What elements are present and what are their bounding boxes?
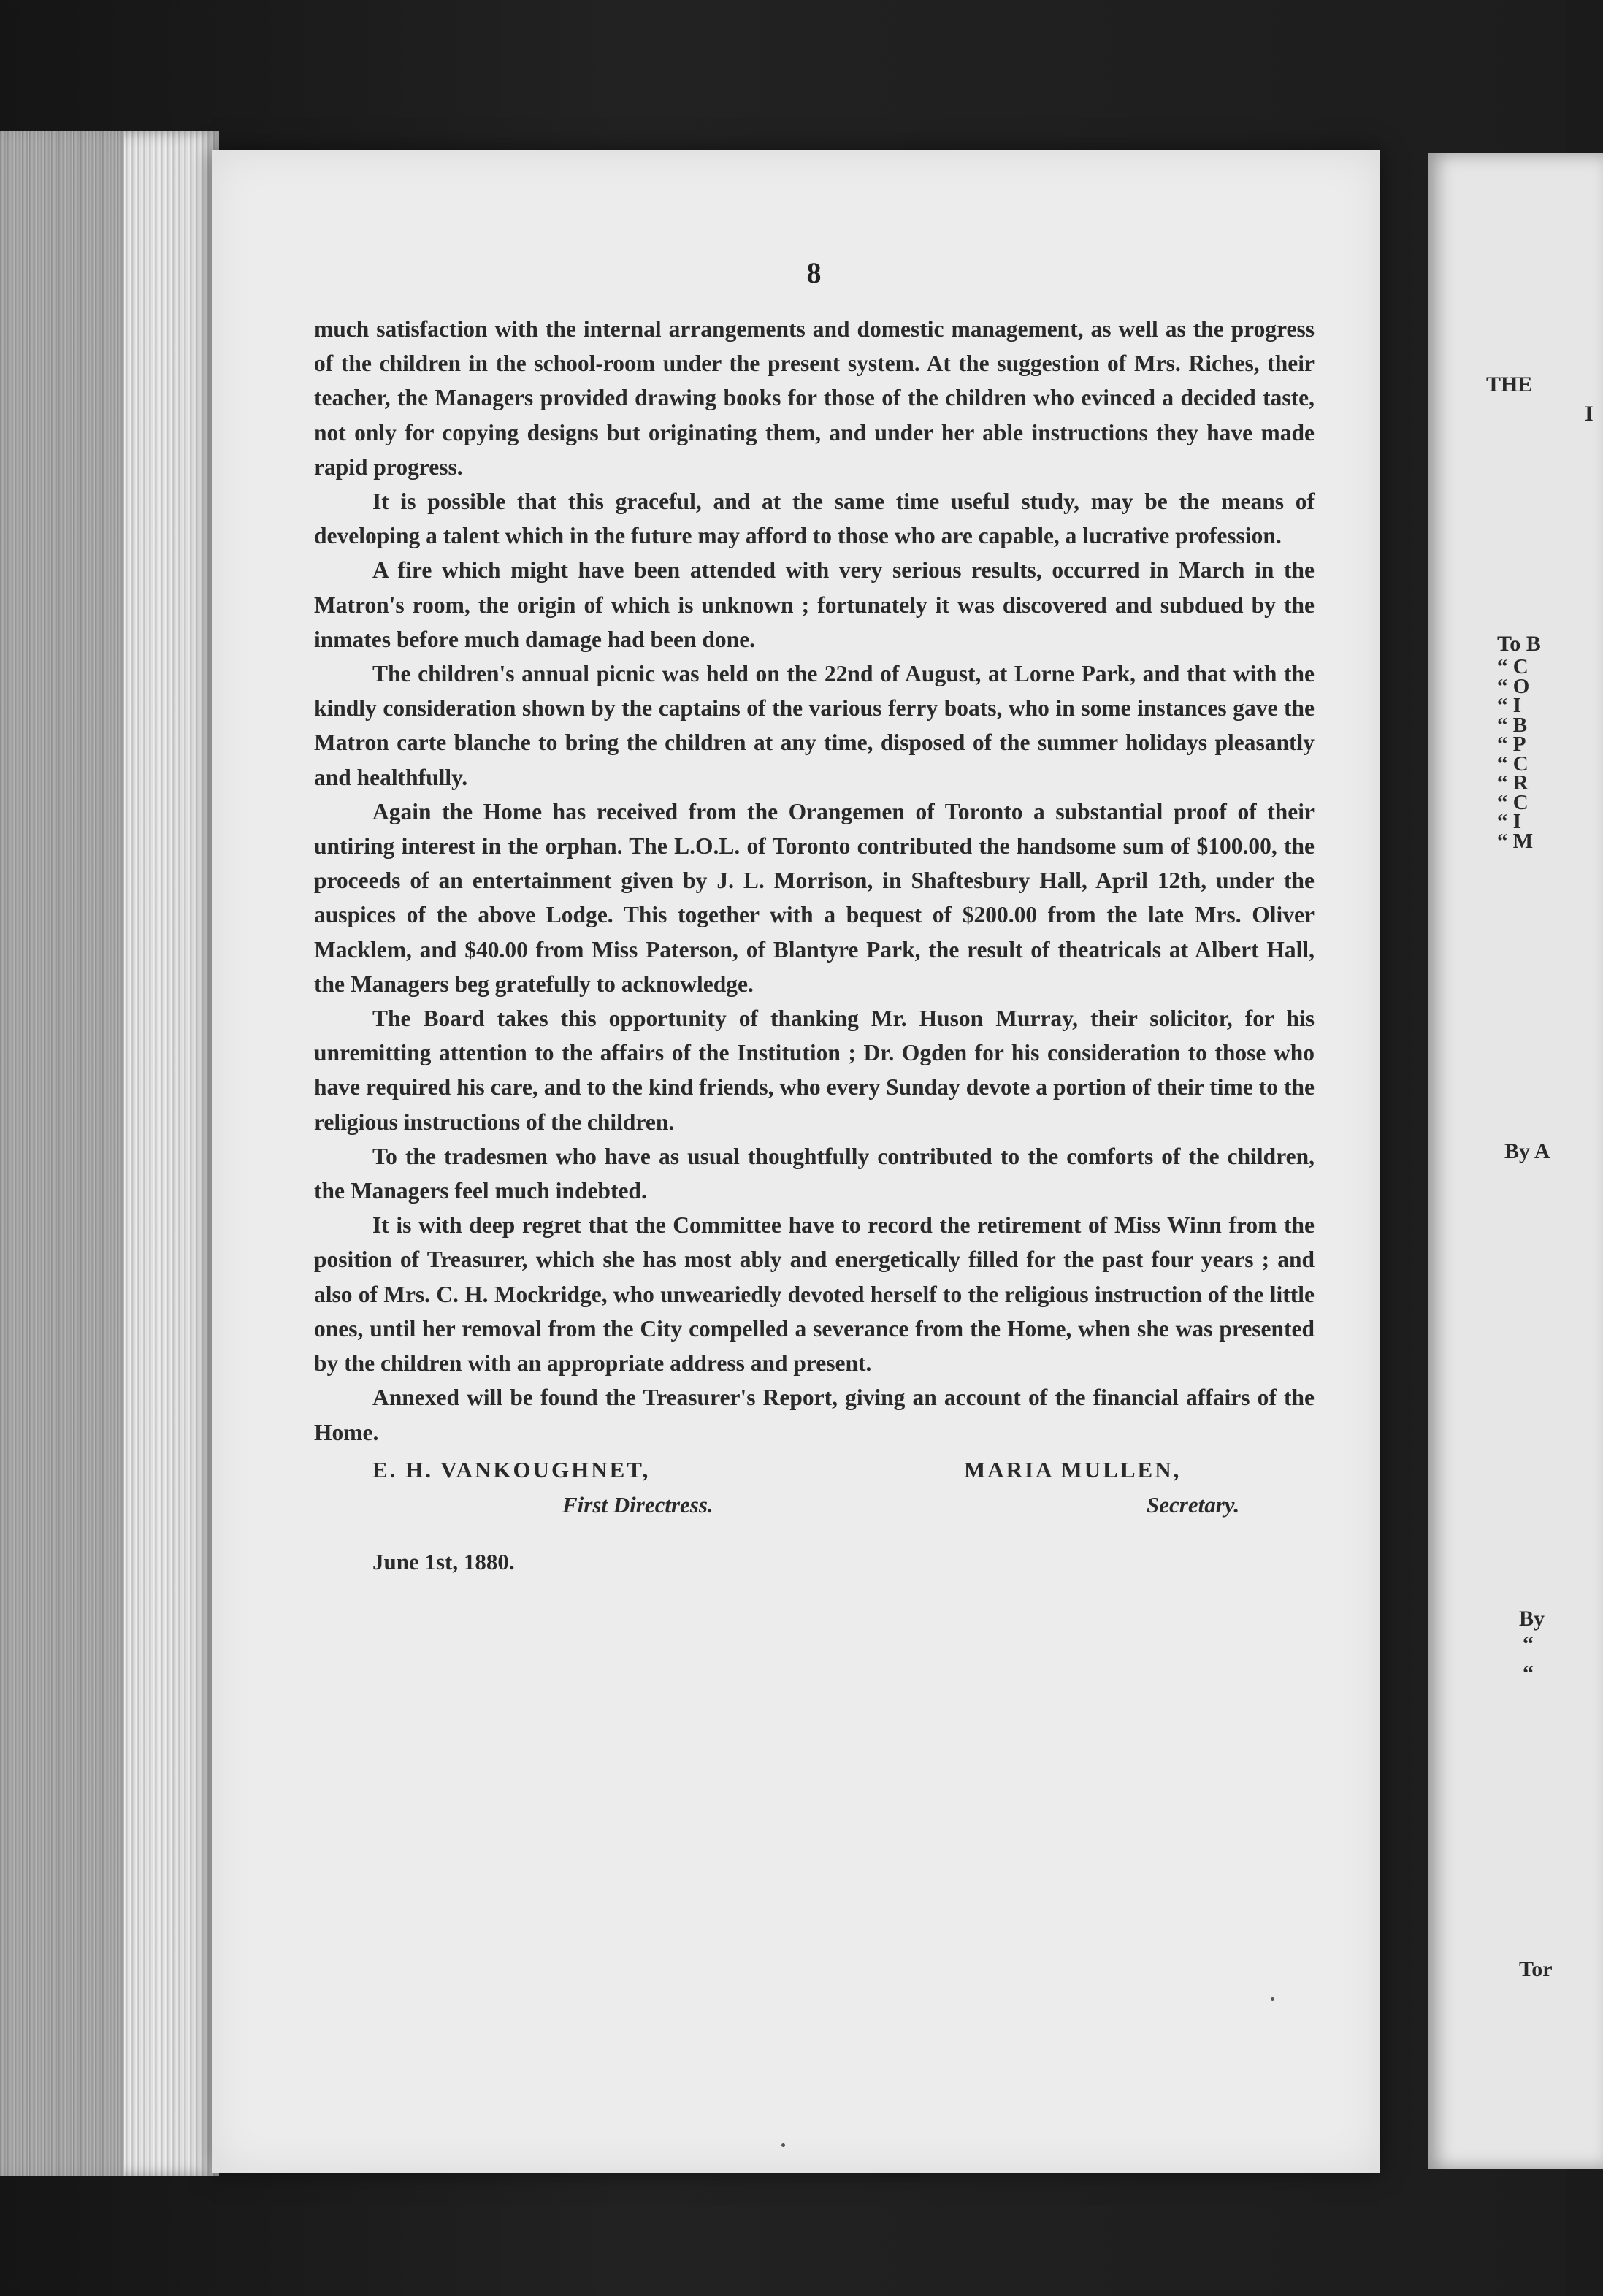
paper-speck: [1271, 1997, 1274, 2001]
list-item: “ M: [1497, 829, 1534, 853]
paragraph: It is possible that this graceful, and at the same time useful study, may be the means of developing a talent which in the future may afford to those who are capable, a lucrative profession.: [314, 489, 1315, 549]
list-item: “ B: [1497, 713, 1528, 737]
paragraph: Again the Home has received from the Orangemen of Toronto a substantial proof of their untiring interest in the orphan. The L.O.L. of Toronto contributed the handsome sum of $100.00, the proceeds of an entertainment given by J. L. Morrison, in Shaftesbury Hall, April 12th, under the auspices of the above Lodge. This together with a bequest of $200.00 from the late Mrs. Oliver Macklem, and $40.00 from Miss Paterson, of Blantyre Park, the result of theatricals at Albert Hall, the Managers beg gratefully to acknowledge.: [314, 798, 1315, 997]
paragraph: The Board takes this opportunity of thanking Mr. Huson Murray, their solicitor, for his unremitting attention to the affairs of the Institution ; Dr. Ogden for his consideration to those who have required his care, and to the kind friends, who every Sunday devote a portion of their time to the religious instructions of the children.: [314, 1006, 1315, 1135]
right-page-heading: THE: [1486, 372, 1533, 397]
paper-speck: [781, 2143, 785, 2147]
book-page-edges: [0, 131, 219, 2176]
signature-first-directress-title: First Directress.: [562, 1491, 713, 1518]
left-page: [212, 150, 1380, 2173]
paragraph: The children's annual picnic was held on the 22nd of August, at Lorne Park, and that with the kindly consideration shown by the captains of the various ferry boats, who in some instances gave the Matron carte blanche to bring the children at any time, disposed of the summer holidays pleasantly and healthfully.: [314, 661, 1315, 790]
paragraph: To the tradesmen who have as usual thoughtfully contributed to the comforts of the children, the Managers feel much indebted.: [314, 1143, 1315, 1204]
report-body: [314, 312, 1315, 1450]
list-item: “ O: [1497, 674, 1530, 698]
paragraph: Annexed will be found the Treasurer's Report, giving an account of the financial affairs of the Home.: [314, 1385, 1315, 1445]
list-item: “ I: [1497, 810, 1522, 833]
list-item: “ P: [1497, 732, 1526, 756]
list-item: “ I: [1497, 694, 1522, 717]
signature-first-directress-name: E. H. VANKOUGHNET,: [372, 1456, 651, 1482]
right-page-by-a: By A: [1504, 1139, 1550, 1163]
signature-secretary-title: Secretary.: [1147, 1491, 1240, 1518]
list-item: “ C: [1497, 790, 1529, 814]
paragraph: A fire which might have been attended with very serious results, occurred in March in the Matron's room, the origin of which is unknown ; fortunately it was discovered and subdued by the inmates before much damage had been done.: [314, 557, 1315, 652]
signature-block: [314, 1457, 1315, 1537]
right-page-ditto: “: [1523, 1632, 1534, 1656]
right-page-list: [1497, 657, 1533, 851]
right-page-heading-line2: I: [1585, 402, 1594, 426]
list-item: “ C: [1497, 655, 1529, 678]
report-date: June 1st, 1880.: [372, 1548, 515, 1574]
right-page-ditto: “: [1523, 1661, 1534, 1685]
list-item: “ R: [1497, 771, 1529, 795]
right-page-by: By: [1519, 1607, 1545, 1631]
paragraph: much satisfaction with the internal arrangements and domestic management, as well as the progress of the children in the school-room under the present system. At the suggestion of Mrs. Riches, their teacher, the Managers provided drawing books for those of the children who evinced a decided taste, not only for copying designs but originating them, and under her able instructions they have made rapid progress.: [314, 316, 1315, 480]
right-page-footer: Tor: [1519, 1957, 1553, 1981]
page-number: 8: [806, 256, 822, 289]
right-page-partial: [1428, 153, 1603, 2169]
right-page-list-first: To B: [1497, 632, 1541, 656]
paragraph: It is with deep regret that the Committee have to record the retirement of Miss Winn from the position of Treasurer, which she has most ably and energetically filled for the past four years ; and also of Mrs. C. H. Mockridge, who unweariedly devoted herself to the religious instruction of the little ones, until her removal from the City compelled a severance from the Home, when she was presented by the children with an appropriate address and present.: [314, 1212, 1315, 1377]
page-content: [314, 256, 1315, 1575]
list-item: “ C: [1497, 751, 1529, 776]
signature-secretary-name: MARIA MULLEN,: [964, 1456, 1182, 1482]
